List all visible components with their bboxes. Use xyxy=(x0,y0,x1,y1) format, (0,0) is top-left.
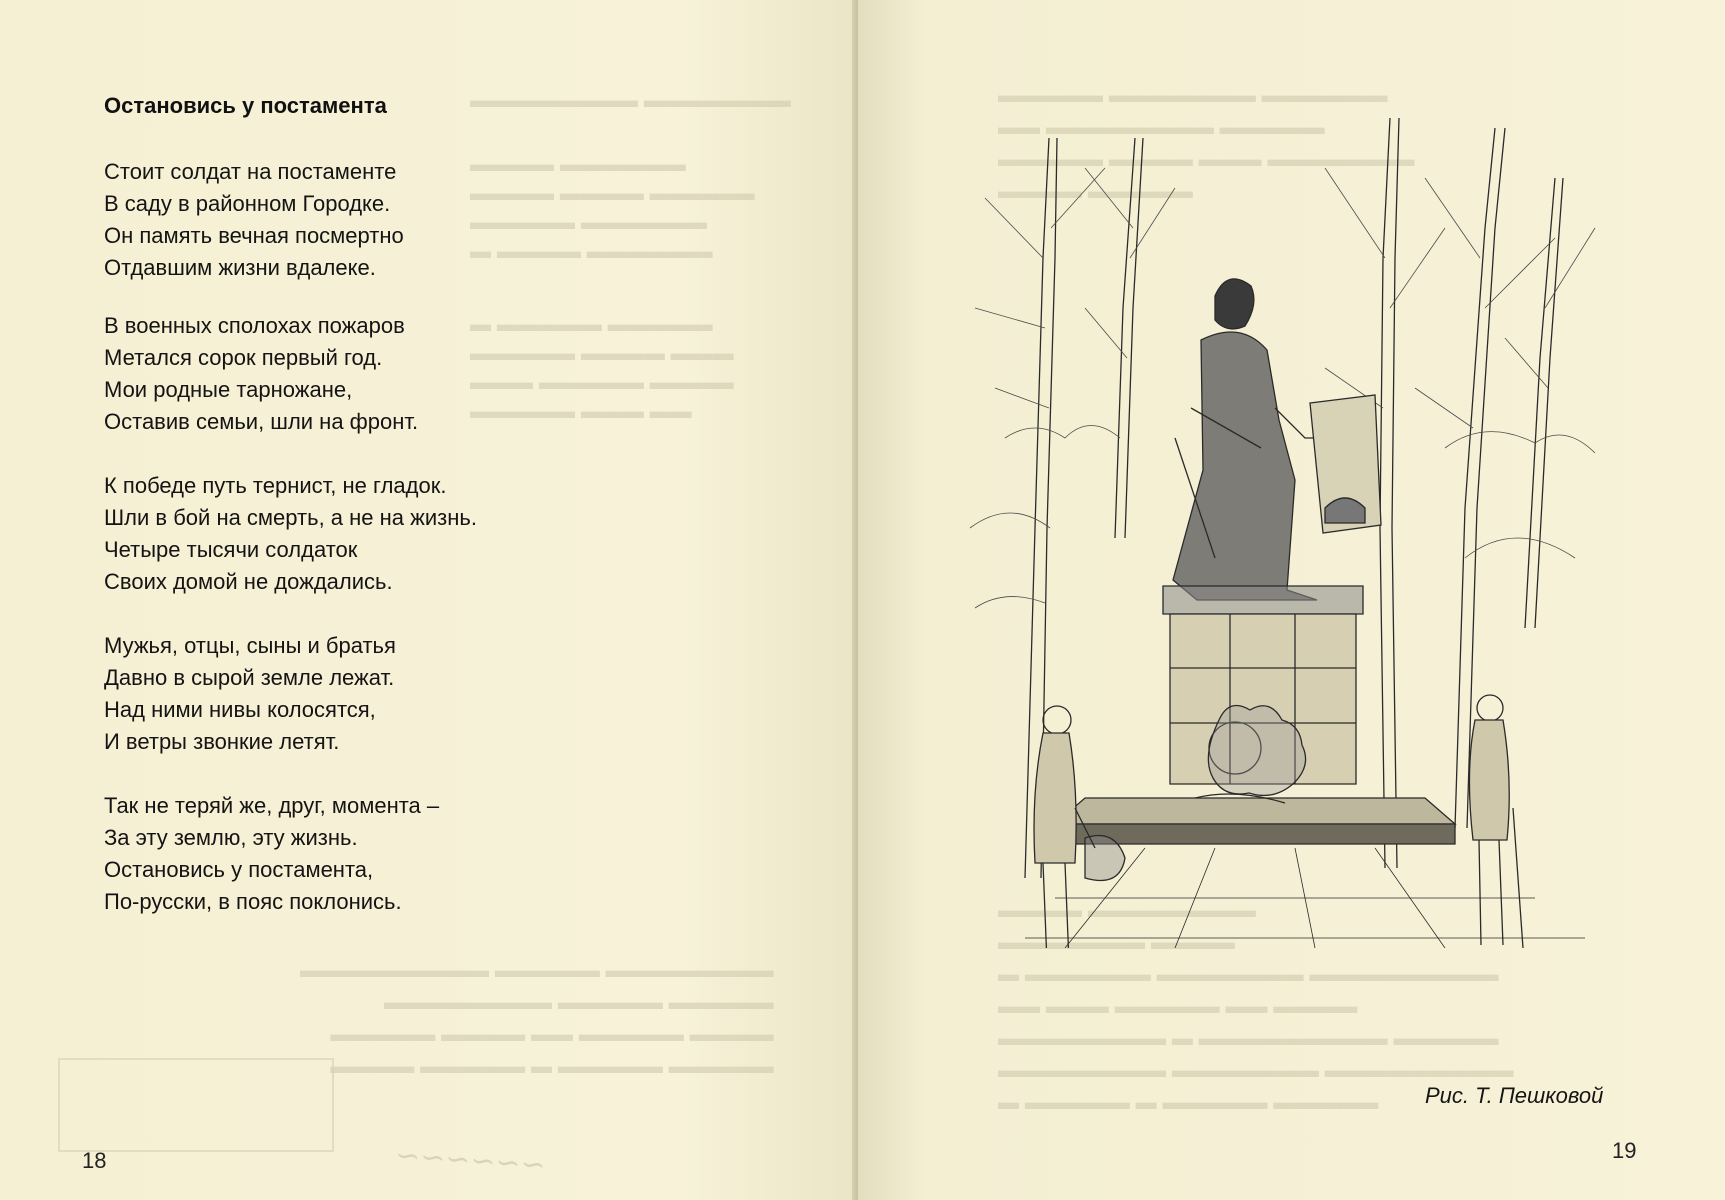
poem-line: За эту землю, эту жизнь. xyxy=(104,825,358,850)
poem-line: Он память вечная посмертно xyxy=(104,223,404,248)
illustration-caption: Рис. Т. Пешковой xyxy=(1425,1083,1604,1108)
bleed-through: ▬▬▬▬▬ ▬▬▬▬▬▬▬ ▬▬▬▬▬▬ ▬▬ ▬▬▬▬▬▬▬▬ ▬▬▬▬▬ ▬▬▬▬▬ ▬▬▬▬ ▬▬▬ ▬▬▬▬▬▬▬ ▬▬▬▬ ▬▬▬▬▬ xyxy=(998,84,1415,203)
man-figure xyxy=(1469,695,1523,948)
poem-line: Остановись у постамента, xyxy=(104,857,374,882)
left-page xyxy=(0,0,856,1200)
poem-line: И ветры звонкие летят. xyxy=(104,729,340,754)
poem-line: Мои родные тарножане, xyxy=(104,377,353,402)
stanza xyxy=(104,156,477,284)
stanza xyxy=(104,790,477,918)
bleed-through: ▬▬▬▬ ▬▬▬▬▬▬ ▬▬▬▬ ▬▬▬▬ ▬▬▬▬▬ ▬▬▬▬▬ ▬▬▬▬▬▬ ▬ ▬▬▬▬ ▬▬▬▬▬▬ xyxy=(470,153,755,263)
poem-line: Стоит солдат на постаменте xyxy=(104,159,397,184)
bleed-through: ▬▬▬▬▬▬▬▬ ▬▬▬▬▬ ▬▬▬▬▬▬▬▬▬ ▬▬▬▬▬ ▬▬▬▬▬ ▬▬▬▬▬▬▬▬ ▬▬▬▬ ▬▬▬▬▬ ▬▬ ▬▬▬▬ ▬▬▬▬▬ ▬▬▬▬▬ ▬▬▬▬▬ ▬ ▬▬▬▬▬ ▬▬▬▬ xyxy=(300,959,774,1078)
poem-line: К победе путь тернист, не гладок. xyxy=(104,473,447,498)
poem-line: Своих домой не дождались. xyxy=(104,569,393,594)
poem-line: В саду в районном Городке. xyxy=(104,191,391,216)
poem-line: Четыре тысячи солдаток xyxy=(104,537,358,562)
poem-line: Шли в бой на смерть, а не на жизнь. xyxy=(104,505,477,530)
bleed-through: ▬ ▬▬▬▬▬ ▬▬▬▬▬ ▬▬▬▬▬ ▬▬▬▬ ▬▬▬ ▬▬▬ ▬▬▬▬▬ ▬▬▬▬ ▬▬▬▬▬ ▬▬▬ ▬▬ xyxy=(470,313,734,423)
bleed-through: ▬▬▬▬ ▬▬▬▬▬▬▬▬ ▬▬▬▬▬▬▬ ▬▬▬▬ ▬ ▬▬▬▬▬▬ ▬▬▬▬▬▬▬ ▬▬▬▬▬▬▬▬▬ ▬▬ ▬▬▬ ▬▬▬▬▬ ▬▬ ▬▬▬▬ ▬▬▬▬▬▬▬▬ ▬ ▬▬▬▬▬▬▬▬▬ ▬▬▬▬▬ ▬▬▬▬▬▬▬▬ ▬▬▬▬▬▬▬ ▬▬▬▬▬▬▬▬▬ ▬ ▬▬▬▬▬ ▬ ▬▬▬▬▬ ▬▬▬▬▬ xyxy=(998,899,1514,1114)
poem-line: Мужья, отцы, сыны и братья xyxy=(104,633,396,658)
poem-line: По-русски, в пояс поклонись. xyxy=(104,889,402,914)
poem-line: Оставив семьи, шли на фронт. xyxy=(104,409,419,434)
handwritten-mark-bleed: ~~~~~~ xyxy=(393,1137,547,1184)
poem-line: Отдавшим жизни вдалеке. xyxy=(104,255,376,280)
monument-illustration xyxy=(965,108,1615,948)
poem-line: Давно в сырой земле лежат. xyxy=(104,665,395,690)
poem-line: Метался сорок первый год. xyxy=(104,345,383,370)
poem-line: В военных сполохах пожаров xyxy=(104,313,405,338)
bleed-through: ▬▬▬▬▬▬▬▬ ▬▬▬▬▬▬▬ xyxy=(470,89,791,112)
library-stamp-bleed xyxy=(58,1058,334,1152)
stanza xyxy=(104,470,477,598)
poem-body xyxy=(104,156,477,950)
soldier-statue xyxy=(1173,279,1381,600)
stanza xyxy=(104,630,477,758)
poem-title: Остановись у постамента xyxy=(104,93,387,118)
poem-line: Так не теряй же, друг, момента – xyxy=(104,793,440,818)
poem-line: Над ними нивы колосятся, xyxy=(104,697,376,722)
page-number-right: 19 xyxy=(1612,1138,1637,1163)
stanza xyxy=(104,310,477,438)
page-number-left: 18 xyxy=(82,1148,107,1173)
